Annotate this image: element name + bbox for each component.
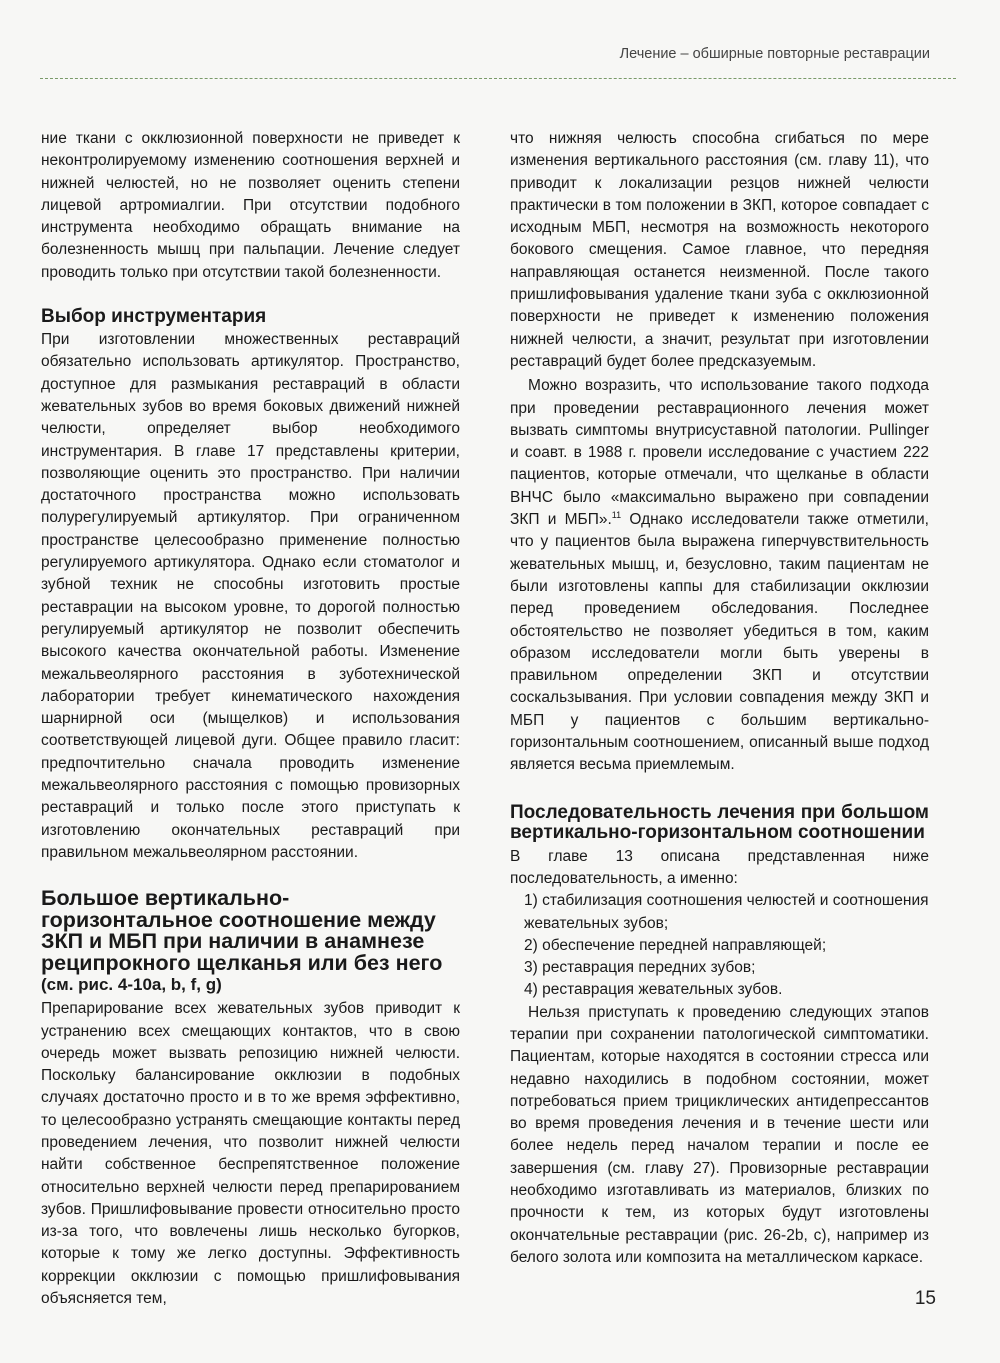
paragraph: В главе 13 описана представленная ниже последовательность, а именно: [510,847,929,887]
running-head: Лечение – обширные повторные реставрации [619,46,930,62]
paragraph: ние ткани с окклюзионной поверхности не приведет к неконтролируемому изменению соотношения верхней и нижней челюстей, но не позволяет оценить степени лицевой артромиалгии. При отсутствии подобного инструмента необходимо обращать внимание на болезненность мышц при пальпации. Лечение следует проводить только при отсутствии такой болезненности. [41,130,460,281]
list-item: 2) обеспечение передней направляющей; [524,936,827,954]
section-heading-figure-ref: (см. рис. 4-10a, b, f, g) [41,975,222,995]
paragraph: что нижняя челюсть способна сгибаться по мере изменения вертикального расстояния (см. главу 11), что приводит к локализации резцов нижней челюсти практически в том положении в ЗКП, которое совпадает с исходным МБП, несмотря на возможность некоторого бокового смещения. Самое главное, что передняя направляющая останется неизменной. После такого пришлифовывания удаление ткани зуба с окклюзионной поверхности не приведет к изменению положения нижней челюсти, а значит, результат при изготовлении реставраций будет более предсказуемым. [510,130,929,370]
paragraph-text: Однако исследователи также отметили, что у пациентов была выражена гиперчувствительность жевательных мышц, и, безусловно, таким пациентам не были изготовлены каппы для стабилизации окклюзии перед проведением обследования. Последнее обстоятельство не позволяет убедиться в том, каким образом исследователи могли быть уверены в правильном определении ЗКП и отсутствии соскальзывания. При условии совпадения между ЗКП и МБП у пациентов с большим вертикально-горизонтальным соотношением, описанный выше подход является весьма приемлемым. [510,511,929,774]
reference-superscript: 11 [611,509,622,520]
left-column [41,128,460,1310]
paragraph [510,375,929,776]
paragraph-text: Можно возразить, что использование такого подхода при проведении реставрационного лечения может вызвать симптомы внутрисуставной патологии. Pullinger и соавт. в 1988 г. провели исследование с участием 222 пациентов, которые отмечали, что щелканье в области ВНЧС было «максимально выражено при совпадении ЗКП и МБП». [510,377,929,529]
header-rule [40,78,956,79]
paragraph: Препарирование всех жевательных зубов приводит к устранению всех смещающих контактов, что в свою очередь может вызвать репозицию нижней челюсти. Поскольку балансирование окклюзии в подобных случаях достаточно просто и в то же время эффективно, то целесообразно устранять смещающие контакты перед проведением лечения, что позволит нижней челюсти найти собственное беспрепятственное положение относительно верхней челюсти перед препарированием зубов. Пришлифовывание провести относительно просто из-за того, что вовлечены лишь несколько бугорков, которые к тому же легко доступны. Эффективность коррекции окклюзии с помощью пришлифовывания объясняется тем, [41,1000,460,1308]
section-heading-sequence: Последовательность лечения при большом вертикально-горизонтальном соотношении [510,801,929,844]
paragraph: При изготовлении множественных реставраций обязательно использовать артикулятор. Пространство, доступное для размыкания реставраций в области жевательных зубов во время боковых движений нижней челюсти, определяет выбор необходимого инструментария. В главе 17 представлены критерии, позволяющие оценить это пространство. При наличии достаточного пространства можно использовать полурегулируемый артикулятор. При ограниченном пространстве целесообразно применение полностью регулируемого артикулятора. Однако если стоматолог и зубной техник не способны изготовить простые реставрации на высоком уровне, то дорогой полностью регулируемый артикулятор не позволит обеспечить высокого качества окончательной работы. Изменение межальвеолярного расстояния в зуботехнической лаборатории требует кинематического нахождения шарнирной оси (мыщелков) и использования соответствующей лицевой дуги. Общее правило гласит: предпочтительно сначала проводить изменение межальвеолярного расстояния с помощью провизорных реставраций и только после этого приступать к изготовлению окончательных реставраций при правильном межальвеолярном расстоянии. [41,331,460,861]
treatment-steps-list [510,890,929,1001]
list-item: 4) реставрация жевательных зубов. [524,981,783,999]
page-number: 15 [914,1288,936,1309]
list-item: 1) стабилизация соотношения челюстей и соотношения жевательных зубов; [524,892,929,932]
paragraph: Нельзя приступать к проведению следующих этапов терапии при сохранении патологической симптоматики. Пациентам, которые находятся в состоянии стресса или недавно находились в подобном состоянии, может потребоваться прием трициклических антидепрессантов во время проведения лечения и в течение шести или более недель перед началом терапии и после ее завершения (см. главу 27). Провизорные реставрации необходимо изготавливать из материалов, близких по прочности к тем, из которых будут изготовлены окончательные реставрации (рис. 26-2b, c), например из белого золота или композита на металлическом каркасе. [510,1003,929,1266]
section-heading-instruments: Выбор инструментария [41,306,267,328]
section-heading-large-relation: Большое вертикально-горизонтальное соотношение между ЗКП и МБП при наличии в анамнезе реципрокного щелканья или без него [41,886,443,975]
list-item: 3) реставрация передних зубов; [524,959,756,977]
right-column [510,128,929,1269]
